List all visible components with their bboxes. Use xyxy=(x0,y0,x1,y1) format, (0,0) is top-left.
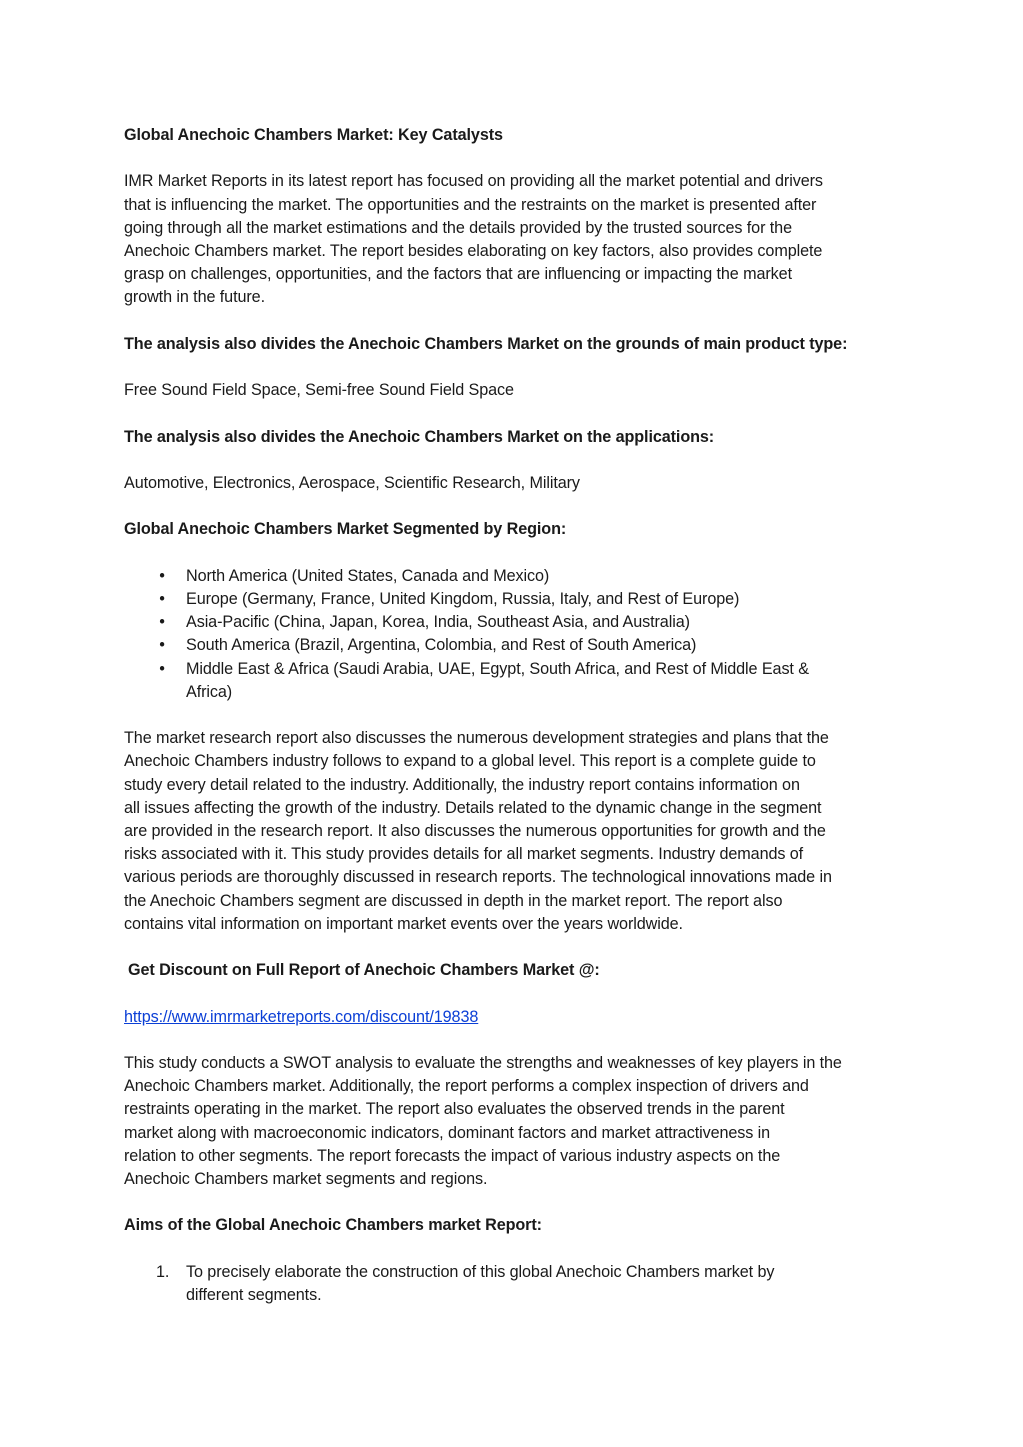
aim-line: To precisely elaborate the construction of this global Anechoic Chambers market by xyxy=(186,1262,775,1281)
heading-applications: The analysis also divides the Anechoic Chambers Market on the applications: xyxy=(124,427,715,446)
research-line: the Anechoic Chambers segment are discussed in depth in the market report. The report also xyxy=(124,891,783,910)
bullet-icon: • xyxy=(159,613,165,632)
list-item xyxy=(124,565,904,588)
swot-line: Anechoic Chambers market. Additionally, the report performs a complex inspection of drivers and xyxy=(124,1077,809,1096)
swot-line: Anechoic Chambers market segments and regions. xyxy=(124,1169,488,1188)
intro-line: Anechoic Chambers market. The report besides elaborating on key factors, also provides complete xyxy=(124,242,823,260)
region-line: Europe (Germany, France, United Kingdom, Russia, Italy, and Rest of Europe) xyxy=(186,589,740,608)
heading-region: Global Anechoic Chambers Market Segmented by Region: xyxy=(124,520,567,539)
region-list xyxy=(124,565,904,704)
research-line: are provided in the research report. It also discusses the numerous opportunities for growth and the xyxy=(124,821,826,840)
region-line: South America (Brazil, Argentina, Colombia, and Rest of South America) xyxy=(186,636,697,655)
swot-paragraph xyxy=(124,1052,904,1191)
aim-line: different segments. xyxy=(186,1285,322,1304)
intro-paragraph xyxy=(124,170,904,309)
region-line: Africa) xyxy=(186,682,233,701)
list-item xyxy=(124,1261,904,1307)
heading-discount: Get Discount on Full Report of Anechoic Chambers Market @: xyxy=(128,961,600,980)
bullet-icon: • xyxy=(159,589,165,608)
list-item xyxy=(124,634,904,657)
aims-list xyxy=(124,1261,904,1307)
region-line: North America (United States, Canada and Mexico) xyxy=(186,566,550,585)
intro-line: grasp on challenges, opportunities, and the factors that are influencing or impacting the market xyxy=(124,265,792,284)
research-line: contains vital information on important market events over the years worldwide. xyxy=(124,914,683,933)
bullet-icon: • xyxy=(159,636,165,655)
swot-line: relation to other segments. The report forecasts the impact of various industry aspects on the xyxy=(124,1146,781,1165)
discount-link-row xyxy=(124,1006,904,1029)
discount-link[interactable]: https://www.imrmarketreports.com/discount/19838 xyxy=(124,1007,479,1026)
research-line: study every detail related to the industry. Additionally, the industry report contains information on xyxy=(124,775,800,794)
swot-line: This study conducts a SWOT analysis to evaluate the strengths and weaknesses of key players in the xyxy=(124,1053,842,1072)
research-line: all issues affecting the growth of the industry. Details related to the dynamic change in the segment xyxy=(124,798,822,817)
document-page xyxy=(124,124,904,1307)
intro-line: going through all the market estimations and the details provided by the trusted sources for the xyxy=(124,218,792,237)
region-line: Middle East & Africa (Saudi Arabia, UAE, Egypt, South Africa, and Rest of Middle East & xyxy=(186,659,809,678)
heading-aims: Aims of the Global Anechoic Chambers market Report: xyxy=(124,1216,542,1235)
research-paragraph xyxy=(124,727,904,936)
intro-line: IMR Market Reports in its latest report has focused on providing all the market potential and drivers xyxy=(124,172,823,191)
research-line: Anechoic Chambers industry follows to expand to a global level. This report is a complete guide to xyxy=(124,752,816,771)
applications-text: Automotive, Electronics, Aerospace, Scientific Research, Military xyxy=(124,473,580,492)
bullet-icon: • xyxy=(159,659,165,678)
product-types-text: Free Sound Field Space, Semi-free Sound Field Space xyxy=(124,381,514,400)
swot-line: restraints operating in the market. The report also evaluates the observed trends in the parent xyxy=(124,1100,785,1119)
intro-line: growth in the future. xyxy=(124,288,265,307)
swot-line: market along with macroeconomic indicators, dominant factors and market attractiveness in xyxy=(124,1123,771,1142)
list-number: 1. xyxy=(156,1262,170,1281)
research-line: The market research report also discusses the numerous development strategies and plans that the xyxy=(124,729,829,748)
research-line: risks associated with it. This study provides details for all market segments. Industry demands of xyxy=(124,845,804,864)
bullet-icon: • xyxy=(159,566,165,585)
heading-product-type: The analysis also divides the Anechoic Chambers Market on the grounds of main product type: xyxy=(124,334,848,353)
intro-line: that is influencing the market. The opportunities and the restraints on the market is presented after xyxy=(124,195,817,214)
list-item xyxy=(124,658,904,704)
region-line: Asia-Pacific (China, Japan, Korea, India, Southeast Asia, and Australia) xyxy=(186,613,690,632)
list-item xyxy=(124,588,904,611)
heading-key-catalysts: Global Anechoic Chambers Market: Key Catalysts xyxy=(124,126,503,144)
research-line: various periods are thoroughly discussed in research reports. The technological innovations made in xyxy=(124,868,832,887)
list-item xyxy=(124,611,904,634)
